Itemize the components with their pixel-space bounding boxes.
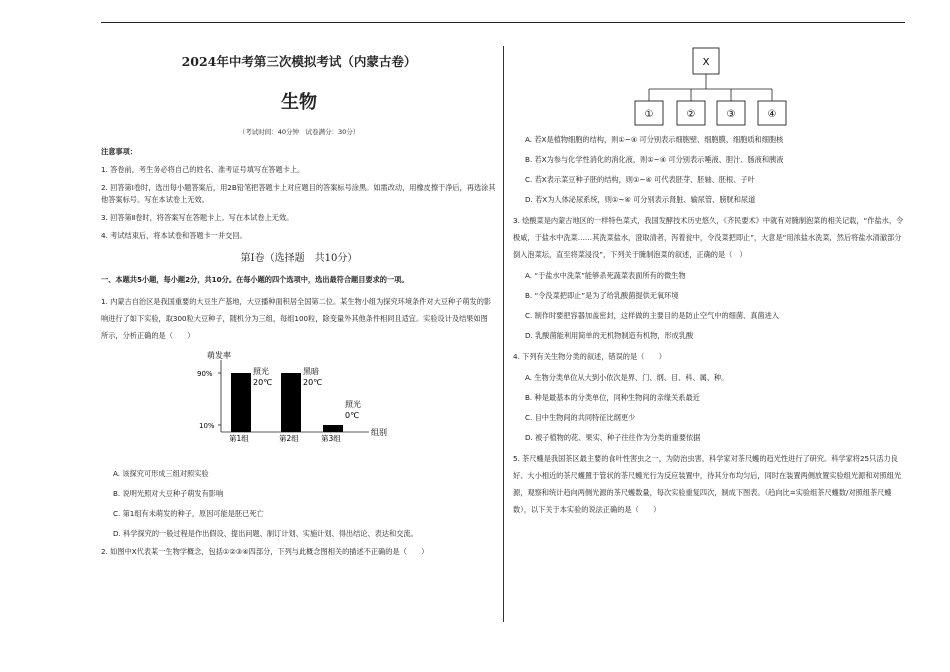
root-label: X xyxy=(702,57,710,68)
category-label-3: 第3组 xyxy=(321,434,341,443)
y-tick-label-90: 90% xyxy=(197,370,213,378)
concept-diagram xyxy=(513,46,905,132)
concept-svg xyxy=(623,46,803,132)
bar-annotation-1-2: 20℃ xyxy=(253,378,273,387)
q2-option-b: B. 若X为参与化学性消化的消化液，则①~④ 可分别表示唾液、胆汁、肠液和胰液 xyxy=(525,155,784,164)
q3-option-b: B. “令没菜把即止”是为了给乳酸菌提供无氧环境 xyxy=(525,291,679,300)
x-axis-label: 组别 xyxy=(371,428,387,437)
left-column xyxy=(101,50,497,564)
notice-item: 3. 回答第Ⅱ卷时，将答案写在答题卡上。写在本试卷上无效。 xyxy=(101,213,294,222)
right-column xyxy=(513,46,905,523)
child-label-3: ③ xyxy=(726,109,736,120)
bar-annotation-2-1: 黑暗 xyxy=(303,367,319,376)
section-title: 第Ⅰ卷（选择题 共10分） xyxy=(240,253,358,264)
q4-option-b: B. 种是最基本的分类单位，同种生物间的亲缘关系最近 xyxy=(525,393,700,402)
q2-option-a: A. 若X是植物细胞的结构，则①~④ 可分别表示细胞壁、细胞膜、细胞质和细胞核 xyxy=(525,135,784,144)
q3-option-c: C. 制作时要把容器加盖密封，这样做的主要目的是防止空气中的细菌、真菌进入 xyxy=(525,311,779,320)
bar-group-2 xyxy=(281,373,301,432)
exam-title: 2024年中考第三次模拟考试（内蒙古卷） xyxy=(181,54,417,69)
q1-option-c: C. 第1组有未萌发的种子，原因可能是胚已死亡 xyxy=(113,509,264,518)
notice-item: 1. 答卷前，考生务必将自己的姓名、准考证号填写在答题卡上。 xyxy=(101,165,305,174)
q2-option-c: C. 若X表示菜豆种子胚的结构，则①~④ 可代表胚芽、胚轴、胚根、子叶 xyxy=(525,175,755,184)
q1-option-b: B. 说明光照对大豆种子萌发有影响 xyxy=(113,489,224,498)
q4-option-d: D. 被子植物的花、果实、种子往往作为分类的重要依据 xyxy=(525,433,701,442)
bar-annotation-1-1: 照光 xyxy=(253,367,269,376)
notice-item: 2. 回答第Ⅰ卷时，选出每小题答案后，用2B铅笔把答题卡上对应题目的答案标号涂黑。如需改动，用橡皮擦干净后，再选涂其他答案标号。写在本试卷上无效。 xyxy=(101,183,496,204)
subject-title: 生物 xyxy=(281,92,317,113)
column-divider xyxy=(503,46,504,622)
q1-option-d: D. 科学探究的一般过程是作出假设、提出问题、制订计划、实施计划、得出结论、表达和交流。 xyxy=(113,529,418,538)
section-instruction: 一、本题共5小题，每小题2分，共10分。在每小题的四个选项中，选出最符合题目要求的一项。 xyxy=(101,275,409,284)
q4-option-a: A. 生物分类单位从大到小依次是界、门、纲、目、科、属、种。 xyxy=(525,373,729,382)
bar-group-1 xyxy=(231,373,251,432)
bar-annotation-2-2: 20℃ xyxy=(303,378,323,387)
time-info: （考试时间：40分钟 试卷满分：30分） xyxy=(238,128,360,136)
q1-option-a: A. 该探究可形成三组对照实验 xyxy=(113,469,209,478)
y-tick-label-10: 10% xyxy=(199,422,215,430)
top-rule xyxy=(101,22,905,23)
q3-option-d: D. 乳酸菌能利用简单的无机物制造有机物，形成乳酸 xyxy=(525,331,694,340)
question-5-stem: 5. 茶尺蠖是我国茶区最主要的食叶性害虫之一，为防治虫害，科学家对茶尺蠖的趋光性进行了研究。科学家将25只活力良好、大小相近的茶尺蠖置于管状的茶尺蠖光行为反应装置中，待其分布均匀后，同时在装置两侧放置实验组光源和对照组光源，观察和统计趋向两侧光源的茶尺蠖数量，每次实验重复四次，制成下图表。（趋向比=实验组茶尺蠖数/对照组茶尺蠖数），以下关于本实验的说法正确的是（ ） xyxy=(513,454,902,514)
q3-option-a: A. “于盐水中洗菜”能够杀死蔬菜表面所有的微生物 xyxy=(525,271,686,280)
question-1-stem: 1. 内蒙古自治区是我国重要的大豆生产基地，大豆播种面积居全国第二位。某生物小组为探究环境条件对大豆种子萌发的影响进行了如下实验，取300粒大豆种子，随机分为三组，每组100粒，除变量外其他条件相同且适宜。实验设计及结果如图 所示，分析正确的是（ ） xyxy=(101,297,492,340)
notice-heading: 注意事项： xyxy=(101,147,137,156)
child-label-4: ④ xyxy=(767,109,777,120)
chart-svg xyxy=(197,350,401,458)
question-2-stem: 2. 如图中X代表某一生物学概念，包括①②③④四部分，下列与此概念图相关的描述不正确的是（ ） xyxy=(101,547,429,556)
bar-annotation-3-1: 照光 xyxy=(345,400,361,409)
child-label-1: ① xyxy=(644,109,654,120)
bar-annotation-3-2: 0℃ xyxy=(345,411,360,420)
y-axis-label: 萌发率 xyxy=(207,351,231,360)
category-label-1: 第1组 xyxy=(229,434,249,443)
child-label-2: ② xyxy=(686,109,696,120)
q4-option-c: C. 目中生物间的共同特征比纲更少 xyxy=(525,413,636,422)
q2-option-d: D. 若X为人体泌尿系统，则①~④ 可分别表示肾脏、输尿管、膀胱和尿道 xyxy=(525,195,756,204)
category-label-2: 第2组 xyxy=(279,434,299,443)
question-3-stem: 3. 烩酸菜是内蒙古地区的一样特色菜式，我国发酵技术历史悠久，《齐民要术》中就有对腌制泡菜的相关记载，“作盐水，令 极咸，于盐水中洗菜……其洗菜盐水，澄取清者，泻着瓮中，令没菜把即止”，大意是“用浓盐水洗菜，然后将盐水清澈部分倒入泡菜坛，直至将菜浸没”，下列关于腌制泡菜的叙述，正确的是（ ） xyxy=(513,216,904,259)
question-4-stem: 4. 下列有关生物分类的叙述，错误的是（ ） xyxy=(513,352,666,361)
bar-group-3 xyxy=(323,425,343,432)
germination-chart xyxy=(101,350,497,458)
notice-item: 4. 考试结束后，将本试卷和答题卡一并交回。 xyxy=(101,231,247,240)
